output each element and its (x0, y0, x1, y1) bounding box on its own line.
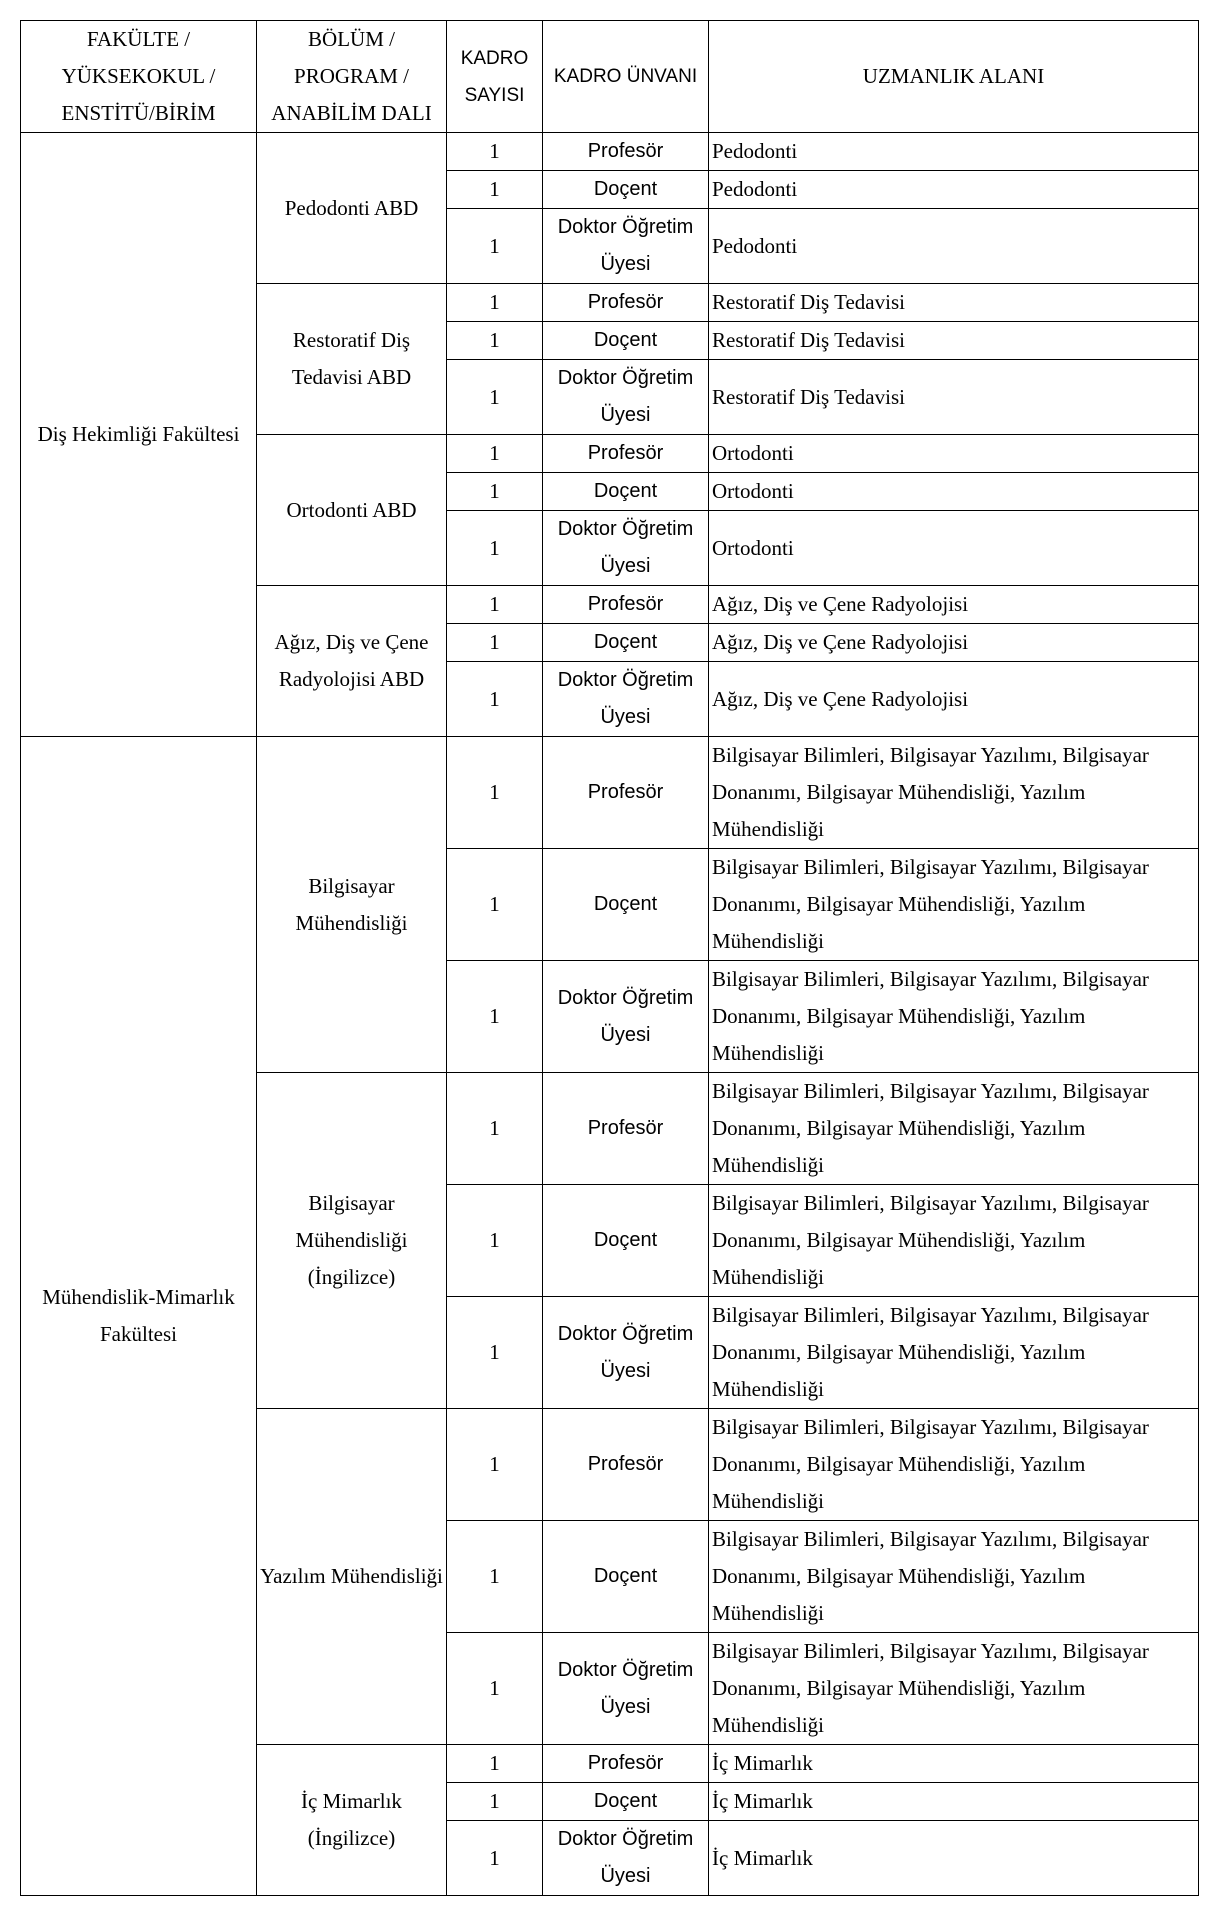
header-count: KADRO SAYISI (447, 21, 543, 133)
table-body (21, 133, 1199, 1896)
cadre-title-cell: Profesör (543, 737, 709, 849)
specialization-cell: Restoratif Diş Tedavisi (709, 284, 1199, 322)
department-cell: Ortodonti ABD (257, 435, 447, 586)
cadre-count-cell: 1 (447, 662, 543, 737)
faculty-cell: Mühendislik-Mimarlık Fakültesi (21, 737, 257, 1896)
specialization-cell: Ağız, Diş ve Çene Radyolojisi (709, 586, 1199, 624)
cadre-count-cell: 1 (447, 133, 543, 171)
header-area: UZMANLIK ALANI (709, 21, 1199, 133)
header-title: KADRO ÜNVANI (543, 21, 709, 133)
specialization-cell: Pedodonti (709, 209, 1199, 284)
cadre-title-cell: Doçent (543, 473, 709, 511)
specialization-cell: Pedodonti (709, 133, 1199, 171)
department-cell: Pedodonti ABD (257, 133, 447, 284)
cadre-title-cell: Doktor Öğretim Üyesi (543, 961, 709, 1073)
cadre-title-cell: Doçent (543, 1783, 709, 1821)
header-faculty: FAKÜLTE / YÜKSEKOKUL / ENSTİTÜ/BİRİM (21, 21, 257, 133)
specialization-cell: Bilgisayar Bilimleri, Bilgisayar Yazılımı, Bilgisayar Donanımı, Bilgisayar Mühendisliği, Yazılım Mühendisliği (709, 737, 1199, 849)
cadre-title-cell: Profesör (543, 133, 709, 171)
cadre-count-cell: 1 (447, 209, 543, 284)
cadre-title-cell: Doktor Öğretim Üyesi (543, 511, 709, 586)
cadre-title-cell: Doktor Öğretim Üyesi (543, 360, 709, 435)
cadre-count-cell: 1 (447, 624, 543, 662)
specialization-cell: Ortodonti (709, 511, 1199, 586)
specialization-cell: Bilgisayar Bilimleri, Bilgisayar Yazılımı, Bilgisayar Donanımı, Bilgisayar Mühendisliği, Yazılım Mühendisliği (709, 1521, 1199, 1633)
specialization-cell: Ağız, Diş ve Çene Radyolojisi (709, 624, 1199, 662)
cadre-count-cell: 1 (447, 1073, 543, 1185)
specialization-cell: Bilgisayar Bilimleri, Bilgisayar Yazılımı, Bilgisayar Donanımı, Bilgisayar Mühendisliği, Yazılım Mühendisliği (709, 1409, 1199, 1521)
specialization-cell: İç Mimarlık (709, 1821, 1199, 1896)
cadre-table (20, 20, 1199, 1896)
specialization-cell: Restoratif Diş Tedavisi (709, 322, 1199, 360)
cadre-title-cell: Doçent (543, 1521, 709, 1633)
specialization-cell: Bilgisayar Bilimleri, Bilgisayar Yazılımı, Bilgisayar Donanımı, Bilgisayar Mühendisliği, Yazılım Mühendisliği (709, 961, 1199, 1073)
cadre-count-cell: 1 (447, 1185, 543, 1297)
cadre-title-cell: Profesör (543, 435, 709, 473)
cadre-title-cell: Profesör (543, 284, 709, 322)
cadre-title-cell: Doktor Öğretim Üyesi (543, 209, 709, 284)
specialization-cell: Bilgisayar Bilimleri, Bilgisayar Yazılımı, Bilgisayar Donanımı, Bilgisayar Mühendisliği, Yazılım Mühendisliği (709, 1185, 1199, 1297)
department-cell: Bilgisayar Mühendisliği (İngilizce) (257, 1073, 447, 1409)
cadre-count-cell: 1 (447, 360, 543, 435)
department-cell: Yazılım Mühendisliği (257, 1409, 447, 1745)
cadre-count-cell: 1 (447, 1297, 543, 1409)
cadre-count-cell: 1 (447, 435, 543, 473)
department-cell: İç Mimarlık (İngilizce) (257, 1745, 447, 1896)
cadre-count-cell: 1 (447, 322, 543, 360)
department-cell: Bilgisayar Mühendisliği (257, 737, 447, 1073)
cadre-title-cell: Doçent (543, 322, 709, 360)
specialization-cell: İç Mimarlık (709, 1745, 1199, 1783)
cadre-count-cell: 1 (447, 1745, 543, 1783)
department-cell: Ağız, Diş ve Çene Radyolojisi ABD (257, 586, 447, 737)
cadre-title-cell: Doçent (543, 849, 709, 961)
cadre-count-cell: 1 (447, 849, 543, 961)
specialization-cell: Ağız, Diş ve Çene Radyolojisi (709, 662, 1199, 737)
cadre-title-cell: Doçent (543, 171, 709, 209)
cadre-title-cell: Doktor Öğretim Üyesi (543, 1821, 709, 1896)
table-row (21, 737, 1199, 849)
cadre-title-cell: Profesör (543, 1073, 709, 1185)
specialization-cell: Ortodonti (709, 473, 1199, 511)
specialization-cell: Ortodonti (709, 435, 1199, 473)
specialization-cell: Bilgisayar Bilimleri, Bilgisayar Yazılımı, Bilgisayar Donanımı, Bilgisayar Mühendisliği, Yazılım Mühendisliği (709, 1297, 1199, 1409)
cadre-count-cell: 1 (447, 284, 543, 322)
cadre-count-cell: 1 (447, 1521, 543, 1633)
cadre-title-cell: Profesör (543, 1409, 709, 1521)
cadre-count-cell: 1 (447, 737, 543, 849)
department-cell: Restoratif Diş Tedavisi ABD (257, 284, 447, 435)
specialization-cell: Restoratif Diş Tedavisi (709, 360, 1199, 435)
table-row (21, 133, 1199, 171)
cadre-title-cell: Profesör (543, 1745, 709, 1783)
cadre-title-cell: Profesör (543, 586, 709, 624)
cadre-title-cell: Doktor Öğretim Üyesi (543, 662, 709, 737)
cadre-count-cell: 1 (447, 171, 543, 209)
faculty-cell: Diş Hekimliği Fakültesi (21, 133, 257, 737)
cadre-count-cell: 1 (447, 586, 543, 624)
cadre-count-cell: 1 (447, 1409, 543, 1521)
cadre-table-container (20, 20, 1198, 1896)
cadre-count-cell: 1 (447, 961, 543, 1073)
cadre-title-cell: Doktor Öğretim Üyesi (543, 1633, 709, 1745)
specialization-cell: Bilgisayar Bilimleri, Bilgisayar Yazılımı, Bilgisayar Donanımı, Bilgisayar Mühendisliği, Yazılım Mühendisliği (709, 849, 1199, 961)
specialization-cell: Bilgisayar Bilimleri, Bilgisayar Yazılımı, Bilgisayar Donanımı, Bilgisayar Mühendisliği, Yazılım Mühendisliği (709, 1633, 1199, 1745)
specialization-cell: İç Mimarlık (709, 1783, 1199, 1821)
cadre-count-cell: 1 (447, 1633, 543, 1745)
specialization-cell: Pedodonti (709, 171, 1199, 209)
cadre-count-cell: 1 (447, 1783, 543, 1821)
cadre-count-cell: 1 (447, 473, 543, 511)
specialization-cell: Bilgisayar Bilimleri, Bilgisayar Yazılımı, Bilgisayar Donanımı, Bilgisayar Mühendisliği, Yazılım Mühendisliği (709, 1073, 1199, 1185)
header-row (21, 21, 1199, 133)
cadre-count-cell: 1 (447, 511, 543, 586)
cadre-title-cell: Doktor Öğretim Üyesi (543, 1297, 709, 1409)
cadre-count-cell: 1 (447, 1821, 543, 1896)
cadre-title-cell: Doçent (543, 624, 709, 662)
header-department: BÖLÜM / PROGRAM / ANABİLİM DALI (257, 21, 447, 133)
cadre-title-cell: Doçent (543, 1185, 709, 1297)
